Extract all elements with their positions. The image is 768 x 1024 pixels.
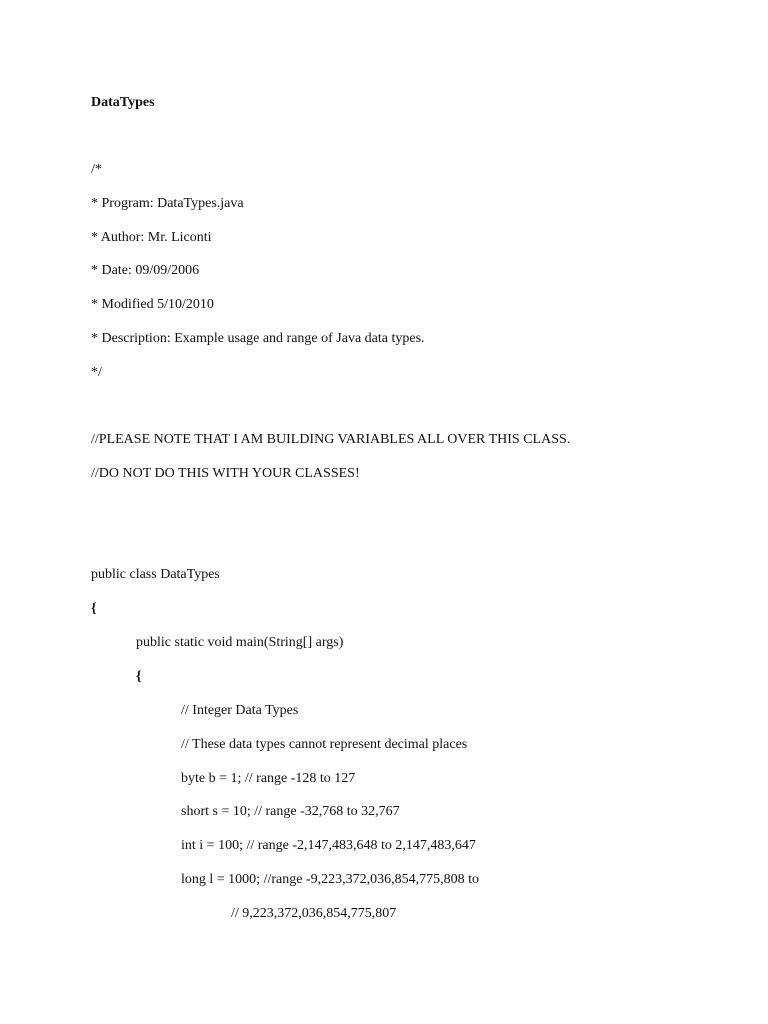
comment-close: */	[91, 365, 102, 380]
note-line-2: //DO NOT DO THIS WITH YOUR CLASSES!	[91, 466, 360, 481]
code-line-byte: byte b = 1; // range -128 to 127	[181, 771, 356, 786]
code-line-decimal-comment: // These data types cannot represent decimal places	[181, 737, 468, 752]
comment-description: * Description: Example usage and range of Java data types.	[91, 331, 425, 346]
code-line-short: short s = 10; // range -32,768 to 32,767	[181, 804, 400, 819]
note-line-1: //PLEASE NOTE THAT I AM BUILDING VARIABLES ALL OVER THIS CLASS.	[91, 432, 571, 447]
code-line-int: int i = 100; // range -2,147,483,648 to 2,147,483,647	[181, 838, 476, 853]
class-declaration: public class DataTypes	[91, 567, 220, 582]
comment-author: * Author: Mr. Liconti	[91, 230, 212, 245]
class-open-brace: {	[91, 601, 97, 616]
comment-program: * Program: DataTypes.java	[91, 196, 244, 211]
comment-date: * Date: 09/09/2006	[91, 263, 200, 278]
code-line-long: long l = 1000; //range -9,223,372,036,854,775,808 to	[181, 872, 479, 887]
comment-open: /*	[91, 162, 102, 177]
comment-modified: * Modified 5/10/2010	[91, 297, 214, 312]
code-line-long-continuation: // 9,223,372,036,854,775,807	[231, 906, 397, 921]
main-open-brace: {	[136, 669, 142, 684]
code-line-integer-comment: // Integer Data Types	[181, 703, 299, 718]
main-method-declaration: public static void main(String[] args)	[136, 635, 344, 650]
document-title: DataTypes	[91, 95, 155, 110]
